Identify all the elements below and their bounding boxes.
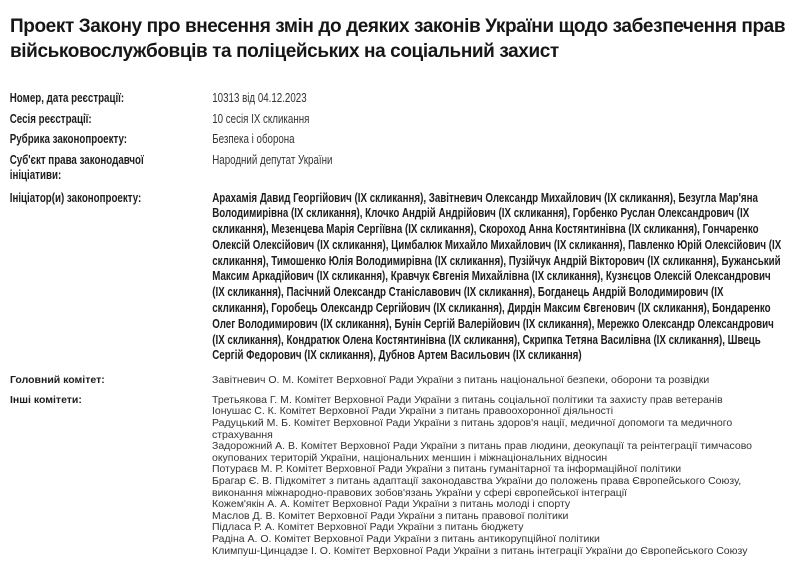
field-label: Сесія реєстрації: (9, 110, 92, 126)
committee-item: Брагар Є. В. Підкомітет з питань адаптації законодавства України до положень права Європейського Союзу, виконання міжнародно-правових зобов'язань України у сфері європейської інтеграції (212, 475, 742, 499)
field-label: Суб'єкт права законодавчої ініціативи: (9, 151, 144, 182)
page-title: Проект Закону про внесення змін до деяких законів України щодо забезпечення прав військовослужбовців та поліцейських на соціальний захист (10, 16, 786, 62)
field-row-session (0, 111, 799, 127)
field-label: Рубрика законопроекту: (9, 131, 128, 146)
field-label: Ініціатор(и) законопроекту: (9, 189, 142, 205)
committees-section (0, 375, 799, 557)
field-label: Номер, дата реєстрації: (9, 90, 125, 105)
field-row-main-committee (0, 375, 799, 387)
field-value: 10 сесія ІХ скликання (212, 110, 310, 126)
main-committee-value: Завітневич О. М. Комітет Верховної Ради України з питань національної безпеки, оборони та розвідки (212, 374, 710, 387)
initiators-list: Арахамія Давид Георгійович (ІХ скликання), Завітневич Олександр Михайлович (ІХ скликання), Безугла Мар'яна Володимирівна (ІХ скликання), Клочко Андрій Андрійович (ІХ скликання), Горбенко Руслан Олександрович (ІХ скликання), Мезенцева Марія Сергіївна (ІХ скликання), Скороход Анна Костянтинівна (ІХ скликання), Гончаренко Олексій Олексійович (ІХ скликання), Цимбалюк Михайло Михайлович (ІХ скликання), Павленко Юрій Олексійович (ІХ скликання), Тимошенко Юлія Володимирівна (ІХ скликання), Пузійчук Андрій Вікторович (ІХ скликання), Бужанський Максим Аркадійович (ІХ скликання), Кравчук Євгенія Михайлівна (ІХ скликання), Кузнєцов Олексій Олександрович (ІХ скликання), Пасічний Олександр Станіславович (ІХ скликання), Богданець Андрій Володимирович (ІХ скликання), Горобець Олександр Сергійович (ІХ скликання), Дирдін Максим Євгенович (ІХ скликання), Бондаренко Олег Володимирович (ІХ скликання), Бунін Сергій Валерійович (ІХ скликання), Мережко Олександр Олександрович (ІХ скликання), Кондратюк Олена Костянтинівна (ІХ скликання), Скрипка Тетяна Василівна (ІХ скликання), Швець Сергій Федорович (ІХ скликання), Дубнов Артем Васильович (ІХ скликання) (212, 189, 782, 363)
field-label: Інші комітети: (10, 393, 82, 406)
committee-item: Задорожний А. В. Комітет Верховної Ради України з питань прав людини, деокупації та реінтеграції тимчасово окупованих територій України, національних меншин і міжнаціональних відносин (212, 440, 753, 464)
committee-item: Потураєв М. Р. Комітет Верховної Ради України з питань гуманітарної та інформаційної політики (212, 463, 682, 476)
field-value: 10313 від 04.12.2023 (212, 90, 307, 105)
committee-item: Кожем'якін А. А. Комітет Верховної Ради України з питань молоді і спорту (212, 498, 571, 511)
field-label: Головний комітет: (10, 374, 105, 387)
bill-summary-fields (0, 90, 799, 363)
bill-card (0, 14, 799, 557)
field-row-registration (0, 90, 799, 106)
field-row-initiators (0, 190, 799, 364)
field-row-rubric (0, 131, 799, 147)
committee-item: Радіна А. О. Комітет Верховної Ради України з питань антикорупційної політики (212, 532, 600, 545)
field-row-other-committees (0, 395, 799, 557)
committee-item: Третьякова Г. М. Комітет Верховної Ради України з питань соціальної політики та захисту прав ветеранів (212, 393, 723, 406)
committee-item: Климпуш-Цинцадзе І. О. Комітет Верховної Ради України з питань інтеграції України до Європейського Союзу (212, 544, 748, 557)
committee-item: Маслов Д. В. Комітет Верховної Ради України з питань правової політики (212, 509, 569, 522)
field-value: Народний депутат України (212, 151, 333, 167)
field-value: Безпека і оборона (212, 131, 295, 146)
other-committees-list (212, 395, 787, 557)
committee-item: Радуцький М. Б. Комітет Верховної Ради України з питань здоров'я нації, медичної допомоги та медичного страхування (212, 417, 733, 441)
committee-item: Іонушас С. К. Комітет Верховної Ради України з питань правоохоронної діяльності (212, 405, 614, 418)
committee-item: Підласа Р. А. Комітет Верховної Ради України з питань бюджету (212, 521, 524, 534)
field-row-initiative-subject (0, 152, 799, 183)
